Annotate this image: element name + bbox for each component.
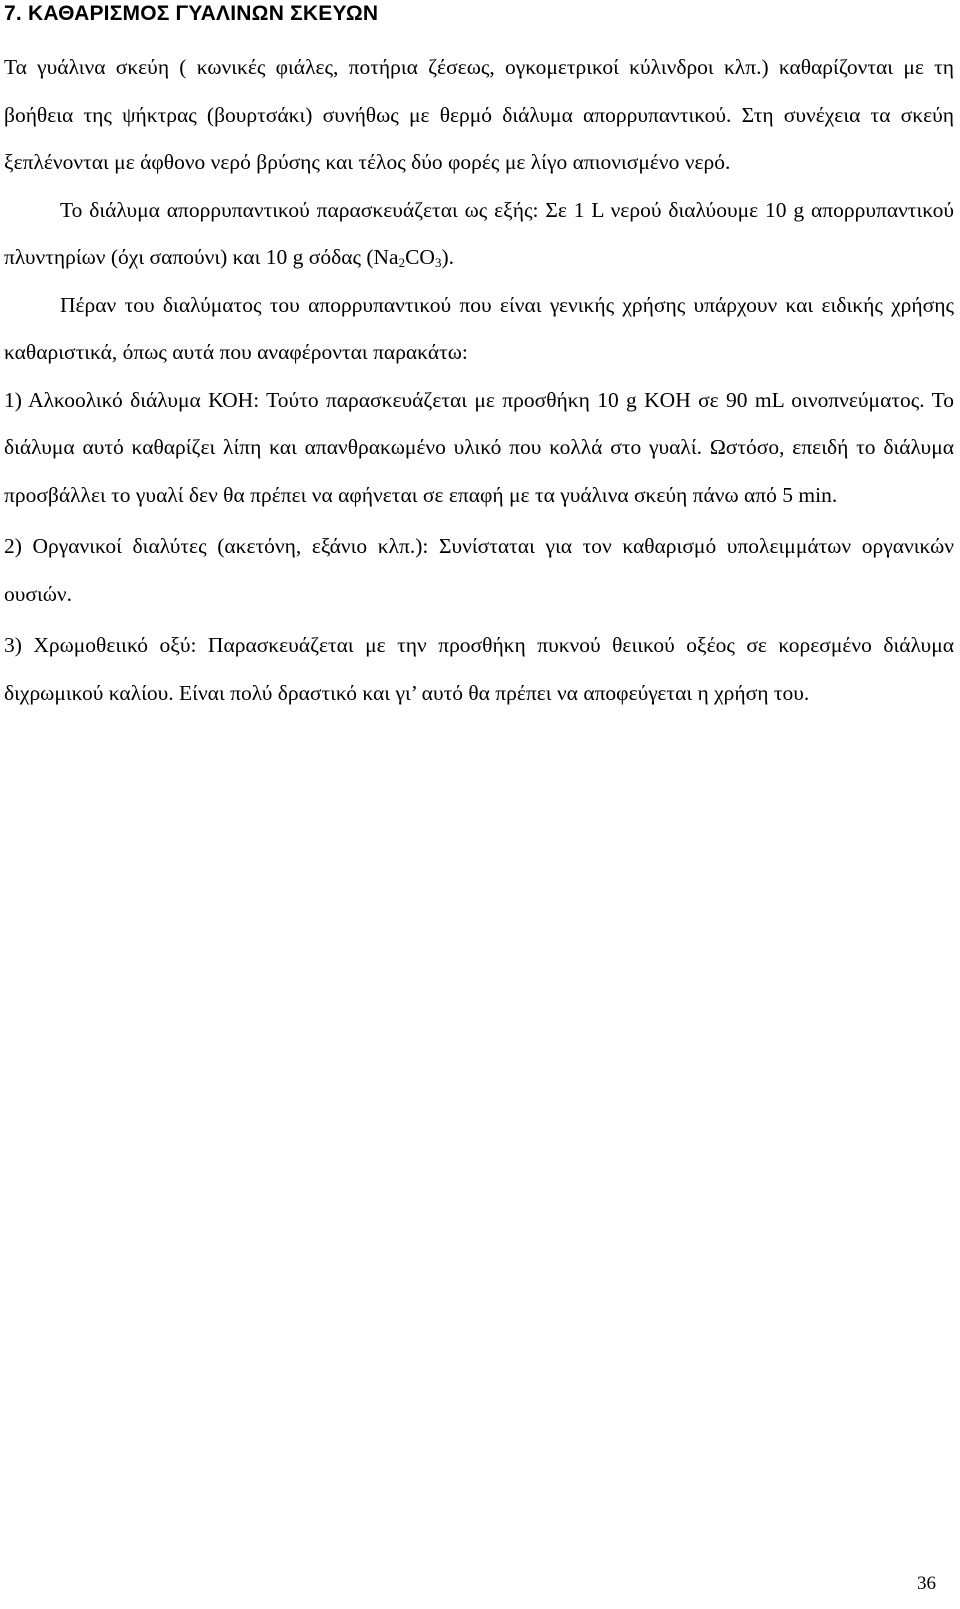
carbonate-text: CO	[405, 245, 435, 269]
subscript-2: 2	[398, 255, 406, 270]
subscript-3: 3	[434, 255, 442, 270]
list-item-chromic-acid: 3) Χρωμοθειικό οξύ: Παρασκευάζεται με την προσθήκη πυκνού θειικού οξέος σε κορεσμένο διάλυμα διχρωμικού καλίου. Είναι πολύ δραστικό και γι’ αυτό θα πρέπει να αποφεύγεται η χρήση του.	[4, 633, 954, 705]
paragraph-glassware-cleaning: Τα γυάλινα σκεύη ( κωνικές φιάλες, ποτήρια ζέσεως, ογκομετρικοί κύλινδροι κλπ.) καθαρίζονται με τη βοήθεια της ψήκτρας (βουρτσάκι) συνήθως με θερμό διάλυμα απορρυπαντικού. Στη συνέχεια τα σκεύη ξεπλένονται με άφθονο νερό βρύσης και τέλος δύο φορές με λίγο απιονισμένο νερό.	[4, 55, 954, 174]
detergent-text: Το διάλυμα απορρυπαντικού παρασκευάζεται ως εξής: Σε 1 L νερού διαλύουμε 10 g απορρυπαντικού πλυντηρίων (όχι σαπούνι) και 10 g σόδας (Na	[4, 197, 954, 269]
document-body	[4, 44, 954, 717]
page-number: 36	[917, 1573, 936, 1594]
paragraph-detergent-solution	[4, 187, 954, 282]
closing-text: ).	[441, 245, 455, 269]
list-item-organic-solvents: 2) Οργανικοί διαλύτες (ακετόνη, εξάνιο κλπ.): Συνίσταται για τον καθαρισμό υπολειμμάτων οργανικών ουσιών.	[4, 534, 954, 606]
list-item-koh-solution: 1) Αλκοολικό διάλυμα ΚΟΗ: Τούτο παρασκευάζεται με προσθήκη 10 g KOH σε 90 mL οινοπνεύματος. Το διάλυμα αυτό καθαρίζει λίπη και απανθρακωμένο υλικό που κολλά στο γυαλί. Ωστόσο, επειδή το διάλυμα προσβάλλει το γυαλί δεν θα πρέπει να αφήνεται σε επαφή με τα γυάλινα σκεύη πάνω από 5 min.	[4, 387, 954, 507]
section-title: 7. ΚΑΘΑΡΙΣΜΟΣ ΓΥΑΛΙΝΩΝ ΣΚΕΥΩΝ	[4, 2, 379, 25]
paragraph-special-cleaners: Πέραν του διαλύματος του απορρυπαντικού που είναι γενικής χρήσης υπάρχουν και ειδικής χρήσης καθαριστικά, όπως αυτά που αναφέρονται παρακάτω:	[4, 292, 954, 364]
